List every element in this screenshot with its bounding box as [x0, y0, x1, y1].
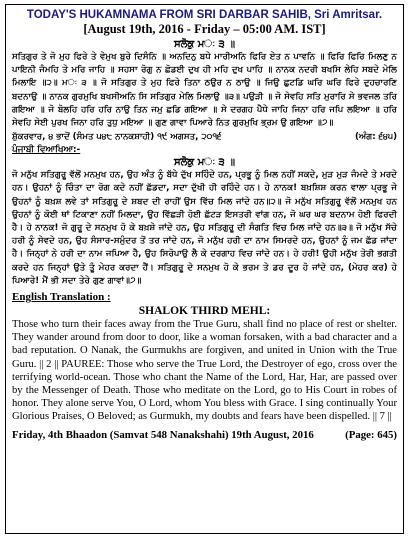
footer-page: (Page: 645) — [345, 428, 397, 441]
punjabi-date: ਸ਼ੁੱਕਰਵਾਰ, ੪ ਭਾਦੋਂ (ਸੰਮਤ ੫੪੮ ਨਾਨਕਸ਼ਾਹੀ) ੧੯ ਅਗਸਤ, ੨੦੧੬ — [12, 132, 222, 143]
vyakhya-heading: ਸਲੋਕੁ ਮઃ ੩ ॥ — [173, 157, 235, 169]
ang-number: (ਅੰਗ: ੬੪੫) — [354, 132, 397, 143]
punjabi-vyakhya-label: ਪੰਜਾਬੀ ਵਿਆਖਿਆ:- — [12, 145, 81, 156]
footer — [12, 428, 397, 442]
punjabi-date-row — [12, 131, 397, 144]
gurbani-text: ਸਤਿਗੁਰ ਤੇ ਜੋ ਮੁਹ ਫਿਰੇ ਤੇ ਵੇਮੁਖ ਬੁਰੇ ਦਿਸੰਨਿ ॥ ਅਨਦਿਨੁ ਬਧੇ ਮਾਰੀਅਨਿ ਫਿਰਿ ਏਤ ਨ ਪਾਵਨਿ ॥ ਫਿਰਿ ਫਿਰਿ ਮਿਲਣੁ ਨ ਪਾਇਨੀ ਜੰਮਹਿ ਤੇ ਮਰਿ ਜਾਹਿ ॥ ਸਹਸਾ ਰੋਗੁ ਨ ਛੋਡਈ ਦੁਖ ਹੀ ਮਹਿ ਦੁਖ ਪਾਹਿ ॥ ਨਾਨਕ ਨਦਰੀ ਬਖਸਿ ਲੇਹਿ ਸਬਦੇ ਮੇਲਿ ਮਿਲਾਇ ॥੨॥ ਮઃ ੩ ॥ ਜੋ ਸਤਿਗੁਰ ਤੇ ਮੁਹ ਫਿਰੇ ਤਿਨਾ ਠਉਰ ਨ ਠਾਉ ॥ ਜਿਉ ਛੁਟਡਿ ਘਰਿ ਘਰਿ ਫਿਰੇ ਦੁਹਚਾਰਣਿ ਬਦਨਾਉ ॥ ਨਾਨਕ ਗੁਰਮੁਖਿ ਬਖਸੀਅਨਿ ਸਿ ਸਤਿਗੁਰ ਮੇਲਿ ਮਿਲਾਉ ॥੩॥ ਪਉੜੀ ॥ ਜੋ ਸੇਵਹਿ ਸਤਿ ਮੁਰਾਰਿ ਸੇ ਭਵਜਲ ਤਰਿ ਗਇਆ ॥ ਜੋ ਬੋਲਹਿ ਹਰਿ ਹਰਿ ਨਾਉ ਤਿਨ ਜਮੁ ਛਡਿ ਗਇਆ ॥ ਸੇ ਦਰਗਹ ਪੈਧੇ ਜਾਹਿ ਜਿਨਾ ਹਰਿ ਜਪਿ ਲਇਆ ॥ ਹਰਿ ਸੇਵਹਿ ਸੇਈ ਪੁਰਖ ਜਿਨਾ ਹਰਿ ਤੁਧੁ ਮਇਆ ॥ ਗੁਣ ਗਾਵਾ ਪਿਆਰੇ ਨਿਤ ਗੁਰਮੁਖਿ ਭ੍ਰਮ ਉ ਗਇਆ ॥੭॥ — [12, 52, 397, 129]
hukamnama-frame — [5, 4, 404, 534]
english-translation-label: English Translation : — [12, 291, 111, 304]
vyakhya-text: ਜੋ ਮਨੁੱਖ ਸਤਿਗੁਰੂ ਵੱਲੋਂ ਮਨਮੁਖ ਹਨ, ਉਹ ਅੰਤ ਨੂੰ ਬੱਧੇ ਦੁੱਖ ਸਹਿੰਦੇ ਹਨ, ਪ੍ਰਭੂ ਨੂੰ ਮਿਲ ਨਹੀਂ ਸਕਦੇ, ਮੁੜ ਮੁੜ ਜੰਮਦੇ ਤੇ ਮਰਦੇ ਹਨ। ਉਹਨਾਂ ਨੂੰ ਚਿੰਤਾ ਦਾ ਰੋਗ ਕਦੇ ਨਹੀਂ ਛੱਡਦਾ, ਸਦਾ ਦੁੱਖੀ ਹੀ ਰਹਿੰਦੇ ਹਨ। ਹੇ ਨਾਨਕ! ਬਖ਼ਸ਼ਿਸ਼ ਕਰਨ ਵਾਲਾ ਪ੍ਰਭੂ ਜੇ ਉਹਨਾਂ ਨੂੰ ਬਖ਼ਸ਼ ਲਵੇ ਤਾਂ ਸਤਿਗੁਰੂ ਦੇ ਸ਼ਬਦ ਦੀ ਰਾਹੀਂ ਉਸ ਵਿੱਚ ਮਿਲ ਜਾਂਦੇ ਹਨ॥੨॥ ਜੋ ਮਨੁੱਖ ਸਤਿਗੁਰੂ ਵੱਲੋਂ ਮਨਮੁਖ ਹਨ ਉਹਨਾਂ ਨੂੰ ਕੋਈ ਥਾਂ ਟਿਕਾਣਾ ਨਹੀਂ ਮਿਲਦਾ, ਉਹ ਵਿੱਛੜੀ ਹੋਈ ਛੱਟੜ ਇਸਤਰੀ ਵਾਂਗ ਹਨ, ਜੋ ਘਰ ਘਰ ਬਦਨਾਮ ਹੋਈ ਫਿਰਦੀ ਹੈ। ਹੇ ਨਾਨਕ! ਜੋ ਗੁਰੂ ਦੇ ਸਨਮੁਖ ਹੋ ਕੇ ਬਖ਼ਸ਼ੇ ਜਾਂਦੇ ਹਨ, ਉਹ ਸਤਿਗੁਰੂ ਦੀ ਸੰਗਤਿ ਵਿਚ ਮਿਲ ਜਾਂਦੇ ਹਨ॥੩॥ ਜੋ ਮਨੁੱਖ ਸੱਚੇ ਹਰੀ ਨੂੰ ਸੇਵਦੇ ਹਨ, ਉਹ ਸੰਸਾਰ-ਸਮੁੰਦਰ ਤੋਂ ਤਰ ਜਾਂਦੇ ਹਨ, ਜੋ ਮਨੁੱਖ ਹਰੀ ਦਾ ਨਾਮ ਸਿਮਰਦੇ ਹਨ, ਉਹਨਾਂ ਨੂੰ ਜਮ ਛੱਡ ਜਾਂਦਾ ਹੈ। ਜਿਨ੍ਹਾਂ ਨੇ ਹਰੀ ਦਾ ਨਾਮ ਜਪਿਆ ਹੈ, ਉਹ ਸਿਰੋਪਾਉ ਲੈ ਕੇ ਦਰਗਾਹ ਵਿਚ ਜਾਂਦੇ ਹਨ। ਹੇ ਹਰੀ! ਉਹੀ ਮਨੁੱਖ ਤੇਰੀ ਭਗਤੀ ਕਰਦੇ ਹਨ ਜਿਨ੍ਹਾਂ ਉਤੇ ਤੂੰ ਮੇਹਰ ਕਰਦਾ ਹੈਂ। ਸਤਿਗੁਰੂ ਦੇ ਸਨਮੁਖ ਹੋ ਕੇ ਭਰਮ ਤੇ ਡਰ ਦੂਰ ਹੋ ਜਾਂਦੇ ਹਨ, (ਮੇਹਰ ਕਰ) ਹੇ ਪਿਆਰੇ! ਮੈਂ ਭੀ ਸਦਾ ਤੇਰੇ ਗੁਣ ਗਾਵਾਂ॥੭॥ — [12, 170, 397, 286]
page-title: TODAY'S HUKAMNAMA FROM SRI DARBAR SAHIB, Sri Amritsar. — [26, 9, 383, 21]
date-heading: [August 19th, 2016 - Friday – 05:00 AM. IST] — [83, 22, 326, 36]
gurbani-heading: ਸਲੋਕੁ ਮઃ ੩ ॥ — [173, 39, 235, 50]
english-heading: SHALOK THIRD MEHL: — [138, 305, 271, 318]
footer-date: Friday, 4th Bhaadon (Samvat 548 Nanakshahi) 19th August, 2016 — [12, 428, 314, 441]
english-text: Those who turn their faces away from the True Guru, shall find no place of rest or shelter. They wander around from door to door, like a woman forsaken, with a bad character and a bad reputation. O Nanak, the Gurmukhs are forgiven, and united in Union with the True Guru. || 2 || PAUREE: Those who serve the True Lord, the Destroyer of ego, cross over the terrifying world-ocean. Those who chant the Name of the Lord, Har, Har, are passed over by the Messenger of Death. Those who meditate on the Lord, go to His Court in robes of honor. They alone serve You, O Lord, whom You bless with Grace. I sing continually Your Glorious Praises, O Beloved; as Gurmukh, my doubts and fears have been dispelled. || 7 || — [12, 319, 397, 423]
